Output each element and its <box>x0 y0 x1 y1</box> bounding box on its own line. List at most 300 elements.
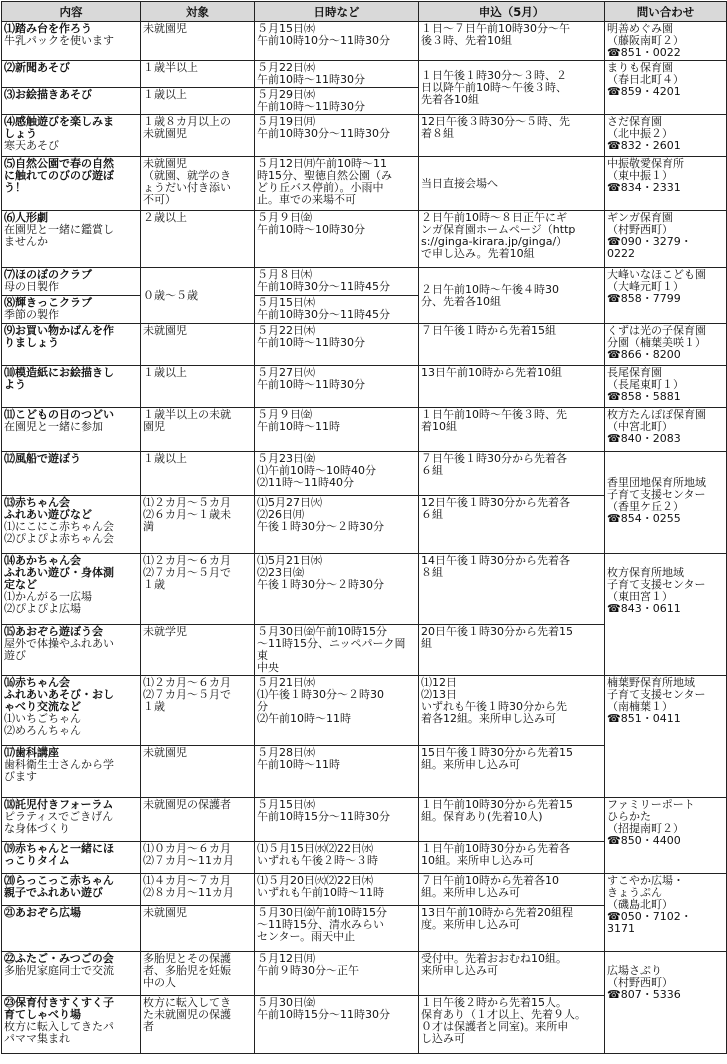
header-contact: 問い合わせ <box>605 2 727 22</box>
event-title: ⒃赤ちゃん会 <box>4 676 70 689</box>
event-subtitle: 母の日製作 <box>4 280 59 293</box>
event-title: ㉑あおぞら広場 <box>4 906 81 919</box>
table-row <box>2 452 727 496</box>
target-cell <box>141 61 255 88</box>
contact-cell <box>605 22 727 61</box>
target-cell <box>141 842 255 874</box>
contact-line: 0222 <box>607 247 635 260</box>
table-row <box>2 366 727 408</box>
apply-cell <box>419 211 605 268</box>
target-line: 者 <box>143 1020 154 1033</box>
datetime-line: ５月21日㈬ <box>257 676 315 689</box>
datetime-line: ５月22日㈬ <box>257 61 315 74</box>
header-datetime: 日時など <box>255 2 419 22</box>
target-line: １歳 <box>143 578 165 591</box>
apply-cell <box>419 952 605 996</box>
target-line: 不可） <box>143 193 176 206</box>
datetime-line: ５月15日㈭ <box>257 296 315 309</box>
apply-line: １日午後２時から先着15人。 <box>421 996 567 1009</box>
datetime-line: 午後１時30分～２時30分 <box>257 520 384 533</box>
target-cell <box>141 496 255 554</box>
contact-line <box>607 453 724 465</box>
apply-cell <box>419 798 605 842</box>
contact-line: ひらかた <box>607 810 651 823</box>
event-title: 定など <box>4 578 37 591</box>
apply-line: １日～７日午前10時30分～午 <box>421 22 570 35</box>
event-title: ⑽模造紙にお絵描きし <box>4 366 114 379</box>
datetime-line: 午前10時10分～11時30分 <box>257 34 390 47</box>
target-line: ⑴２カ月～６カ月 <box>143 554 231 567</box>
target-line: 多胎児とその保護 <box>143 952 231 965</box>
apply-line: ⑴12日 <box>421 676 457 689</box>
apply-line: で申し込み。先着10組 <box>421 247 535 260</box>
datetime-cell <box>255 115 419 157</box>
target-line: １歳半以上の未就 <box>143 408 231 421</box>
datetime-line: 午前10時～11時30分 <box>257 336 365 349</box>
datetime-cell <box>255 211 419 268</box>
contact-line: （招提南町２） <box>607 822 684 835</box>
contact-line: ☎866・8200 <box>607 348 681 361</box>
apply-line: １日午前10時30分から先着15 <box>421 798 573 811</box>
target-line: 未就園児 <box>143 324 187 337</box>
event-content-cell <box>2 496 141 554</box>
event-title: 育てしゃべり場 <box>4 1008 81 1021</box>
datetime-line: ５月29日㈬ <box>257 88 315 101</box>
datetime-cell <box>255 88 419 115</box>
datetime-cell <box>255 996 419 1054</box>
apply-line: ２日午前10時～８日正午にギ <box>421 211 567 224</box>
contact-cell <box>605 952 727 1054</box>
target-line: 未就園児 <box>143 906 187 919</box>
contact-line: ☎858・5881 <box>607 390 681 403</box>
apply-line: １日午後１時30分～３時、２ <box>421 68 567 82</box>
contact-line: ☎807・5336 <box>607 988 681 1001</box>
contact-line: 楠葉野保育所地域 <box>607 676 695 689</box>
table-row <box>2 874 727 906</box>
event-subtitle: ませんか <box>4 235 48 248</box>
apply-line: 組。保育あり(先着10人) <box>421 810 543 823</box>
apply-cell <box>419 366 605 408</box>
contact-line: （村野西町） <box>607 223 673 236</box>
target-line: １歳以上 <box>143 88 187 101</box>
contact-line: （南楠葉１） <box>607 700 673 713</box>
event-subtitle: 歯科衛生士さんから学 <box>4 758 114 771</box>
event-title: ⑴踏み台を作ろう <box>4 22 92 35</box>
event-subtitle: ⑴にこにこ赤ちゃん会 <box>4 520 114 533</box>
target-line: ２歳以上 <box>143 211 187 224</box>
contact-cell <box>605 408 727 452</box>
table-row <box>2 324 727 366</box>
datetime-line: 午前10時～11時 <box>257 420 340 433</box>
apply-line: ７日午後１時30分から先着各 <box>421 452 567 465</box>
event-content-cell <box>2 61 141 88</box>
event-title: ⑻輝きっこクラブ <box>4 296 92 309</box>
contact-line: （磯島北町） <box>607 898 673 911</box>
event-title: 親子でふれあい遊び <box>4 886 103 899</box>
contact-line: ☎851・0411 <box>607 712 681 725</box>
datetime-cell <box>255 906 419 952</box>
event-content-cell <box>2 625 141 676</box>
datetime-line: 分 <box>257 700 268 713</box>
apply-line: 10組。来所申し込み可 <box>421 854 534 867</box>
datetime-line: 午前10時～11時30分 <box>257 73 365 86</box>
event-title: ⑾こどもの日のつどい <box>4 408 114 421</box>
datetime-line: 午前10時30分～11時45分 <box>257 308 390 321</box>
event-title: ㉒ふたご・みつごの会 <box>4 952 114 965</box>
event-title: ⑵新聞あそび <box>4 61 70 74</box>
contact-line: ☎858・7799 <box>607 292 681 305</box>
datetime-line: 午前10時30分～11時45分 <box>257 280 390 293</box>
datetime-line: ５月12日㈪午前10時～11 <box>257 157 387 170</box>
contact-line: ☎851・0022 <box>607 46 681 59</box>
event-subtitle: 在園児と一緒に鑑賞し <box>4 223 114 236</box>
table-row <box>2 676 727 746</box>
apply-line: ７日午前10時から先着各10 <box>421 874 559 887</box>
event-title: ⒅託児付きフォーラム <box>4 798 114 811</box>
target-cell <box>141 157 255 211</box>
target-line: ⑵８カ月～11カ月 <box>143 886 234 899</box>
target-cell <box>141 268 255 324</box>
datetime-cell <box>255 268 419 296</box>
event-title: ⑹人形劇 <box>4 211 48 224</box>
apply-cell <box>419 22 605 61</box>
target-line: １歳８カ月以上の <box>143 115 231 128</box>
target-line: 中の人 <box>143 976 176 989</box>
datetime-line: ～11時15分、清水みらい <box>257 918 384 931</box>
contact-cell <box>605 268 727 324</box>
datetime-line: センター。雨天中止 <box>257 930 356 943</box>
datetime-cell <box>255 874 419 906</box>
apply-cell <box>419 157 605 211</box>
datetime-line: ⑵23日㈮ <box>257 566 304 579</box>
contact-cell <box>605 676 727 798</box>
datetime-cell <box>255 842 419 874</box>
apply-cell <box>419 996 605 1054</box>
contact-line: 枚方保育所地域 <box>607 566 684 579</box>
target-line: 未就園児 <box>143 127 187 140</box>
datetime-line: ⑵午前10時～11時 <box>257 712 351 725</box>
event-subtitle: 寒天あそび <box>4 139 59 152</box>
event-subtitle: ⑵ぴよぴよ広場 <box>4 602 81 615</box>
apply-cell <box>419 746 605 798</box>
event-title: ふれあいあそび・おし <box>4 688 114 701</box>
event-content-cell <box>2 676 141 746</box>
datetime-line: ５月15日㈬ <box>257 798 315 811</box>
datetime-line: ５月15日㈬ <box>257 22 315 35</box>
contact-line: ファミリーポート <box>607 798 695 811</box>
datetime-cell <box>255 408 419 452</box>
target-line: 未就園児 <box>143 22 187 35</box>
target-line: １歳 <box>143 700 165 713</box>
target-cell <box>141 211 255 268</box>
datetime-line: 午前10時30分～11時30分 <box>257 127 390 140</box>
datetime-line: ⑴午後１時30分～２時30 <box>257 688 384 701</box>
target-line: 満 <box>143 520 154 533</box>
apply-line: 組。来所申し込み可 <box>421 886 520 899</box>
target-line: （就園、就学のき <box>143 169 231 182</box>
event-subtitle: 多胎児家庭同士で交流 <box>4 964 114 977</box>
datetime-cell <box>255 554 419 625</box>
event-title: ふれあい遊び・身体測 <box>4 566 114 579</box>
apply-cell <box>419 408 605 452</box>
event-title: ⒀赤ちゃん会 <box>4 496 70 509</box>
apply-cell <box>419 268 605 324</box>
contact-cell <box>605 157 727 211</box>
datetime-line: ５月12日㈪ <box>257 952 315 965</box>
datetime-line: ⑵26日㈪ <box>257 508 304 521</box>
datetime-line: ⑴５月15日㈬⑵22日㈬ <box>257 842 373 855</box>
target-cell <box>141 952 255 996</box>
target-line: ⑴４カ月～７カ月 <box>143 874 231 887</box>
table-row <box>2 268 727 296</box>
apply-line: 日以降午前10時～午後３時、 <box>421 80 567 94</box>
contact-cell <box>605 115 727 157</box>
apply-cell <box>419 842 605 874</box>
contact-line: ☎854・0255 <box>607 512 681 525</box>
event-content-cell <box>2 115 141 157</box>
contact-cell <box>605 798 727 874</box>
apply-line: s://ginga-kirara.jp/ginga/） <box>421 235 568 248</box>
contact-line: （藤阪南町２） <box>607 34 684 47</box>
datetime-cell <box>255 366 419 408</box>
apply-line: ７日午後１時から先着15組 <box>421 324 556 337</box>
target-cell <box>141 408 255 452</box>
contact-cell <box>605 874 727 952</box>
table-row <box>2 952 727 996</box>
table-row <box>2 554 727 625</box>
datetime-line: 午後１時30分～２時30分 <box>257 578 384 591</box>
event-content-cell <box>2 746 141 798</box>
event-title: ゃべり交流など <box>4 700 81 713</box>
table-row <box>2 798 727 842</box>
apply-line: 20日午後１時30分から先着15 <box>421 625 573 638</box>
contact-line: ☎050・7102・ <box>607 910 692 923</box>
target-line: 未就園児の保護者 <box>143 798 231 811</box>
datetime-line: ５月30日㈮ <box>257 996 315 1009</box>
table-row <box>2 211 727 268</box>
target-line: 未就学児 <box>143 625 187 638</box>
target-cell <box>141 625 255 676</box>
apply-line: ンガ保育園ホームページ（http <box>421 223 576 236</box>
datetime-line: ５月９日㈮ <box>257 408 312 421</box>
datetime-cell <box>255 22 419 61</box>
apply-line: し込み可 <box>421 1032 465 1045</box>
event-title: ⒇らっこっこ赤ちゃん <box>4 874 114 887</box>
schedule-table <box>1 1 727 1054</box>
target-line: 者、多胎児を妊娠 <box>143 964 231 977</box>
datetime-line: ⑴5月27日㈫ <box>257 496 322 509</box>
target-line: ⑵７カ月～11カ月 <box>143 854 234 867</box>
apply-line: いずれも午後１時30分から先 <box>421 700 567 713</box>
event-content-cell <box>2 408 141 452</box>
contact-cell <box>605 452 727 554</box>
event-title: ⒂あおぞら遊ぼう会 <box>4 625 103 638</box>
datetime-cell <box>255 746 419 798</box>
target-cell <box>141 115 255 157</box>
target-cell <box>141 676 255 746</box>
apply-cell <box>419 496 605 554</box>
datetime-cell <box>255 496 419 554</box>
target-line: ⑴２カ月～５カ月 <box>143 496 231 509</box>
contact-line: ギンガ保育園 <box>607 211 673 224</box>
event-title: ⒆赤ちゃんと一緒にほ <box>4 842 114 855</box>
datetime-line: ５月19日㈪ <box>257 115 315 128</box>
event-content-cell <box>2 906 141 952</box>
event-subtitle: 枚方に転入してきたパ <box>4 1020 114 1033</box>
datetime-line: 午前10時～10時30分 <box>257 223 365 236</box>
event-content-cell <box>2 952 141 996</box>
event-title: に触れてのびのび遊ぼ <box>4 169 114 182</box>
apply-line: 13日午前10時から先着10組 <box>421 366 562 379</box>
contact-line: 広場さぷり <box>607 964 662 977</box>
apply-line: 後３時、先着10組 <box>421 34 512 47</box>
event-content-cell <box>2 296 141 324</box>
apply-line: 着10組 <box>421 420 457 433</box>
target-line: 未就園児 <box>143 746 187 759</box>
target-line: ⑵６カ月～１歳未 <box>143 508 231 521</box>
event-subtitle: 屋外で体操やふれあい <box>4 637 114 650</box>
contact-line: （春日北町４） <box>607 73 684 86</box>
apply-cell <box>419 324 605 366</box>
event-content-cell <box>2 22 141 61</box>
contact-line: （中宮北町） <box>607 420 673 433</box>
datetime-line: いずれも午前10時～11時 <box>257 886 384 899</box>
table-row <box>2 157 727 211</box>
contact-line: 明善めぐみ園 <box>607 22 673 35</box>
event-subtitle: ⑴いちごちゃん <box>4 712 81 725</box>
target-line: １歳半以上 <box>143 61 198 74</box>
apply-line: ０才は保護者と同室)。来所申 <box>421 1020 569 1033</box>
contact-line: 長尾保育園 <box>607 366 662 379</box>
contact-line: 子育て支援センター <box>607 488 706 501</box>
contact-cell <box>605 211 727 268</box>
header-row <box>2 2 727 22</box>
target-cell <box>141 452 255 496</box>
contact-line: （北中振２） <box>607 127 673 140</box>
event-subtitle: パママ集まれ <box>4 1032 70 1045</box>
apply-line: 組 <box>421 637 432 650</box>
contact-line: 3171 <box>607 922 635 935</box>
apply-line: 先着各10組 <box>421 92 479 106</box>
apply-line: 分、先着各10組 <box>421 294 501 308</box>
apply-cell <box>419 115 605 157</box>
datetime-line: 止。車での来場不可 <box>257 193 356 206</box>
contact-cell <box>605 366 727 408</box>
contact-line: きょうぷん <box>607 886 662 899</box>
table-row <box>2 115 727 157</box>
apply-line: ２日午前10時～午後４時30 <box>421 282 559 296</box>
target-line: た未就園児の保護 <box>143 1008 231 1021</box>
contact-line: ☎090・3279・ <box>607 235 692 248</box>
event-title: ⑼お買い物かばんを作 <box>4 324 114 337</box>
apply-line: １日午前10時～午後３時、先 <box>421 408 567 421</box>
contact-cell <box>605 324 727 366</box>
target-cell <box>141 874 255 906</box>
target-cell <box>141 324 255 366</box>
target-line: ⑴２カ月～６カ月 <box>143 676 231 689</box>
datetime-line: 午前10時～11時30分 <box>257 378 365 391</box>
apply-cell <box>419 554 605 625</box>
apply-line: 当日直接会場へ <box>421 176 498 190</box>
target-line: 園児 <box>143 420 165 433</box>
target-line: ょうだい付き添い <box>143 181 231 194</box>
table-row <box>2 22 727 61</box>
event-subtitle: 遊び <box>4 649 26 662</box>
datetime-line: 午前９時30分～正午 <box>257 964 359 977</box>
event-title: ⑸自然公園で春の自然 <box>4 157 114 170</box>
apply-line: 13日午前10時から先着20組程 <box>421 906 573 919</box>
event-content-cell <box>2 798 141 842</box>
event-content-cell <box>2 268 141 296</box>
apply-cell <box>419 61 605 115</box>
contact-line: くずは光の子保育園 <box>607 324 706 337</box>
apply-line: 度。来所申し込み可 <box>421 918 520 931</box>
apply-line: 着各12組。来所申し込み可 <box>421 712 556 725</box>
contact-line: 香里団地保育所地域 <box>607 476 706 489</box>
event-subtitle: 在園児と一緒に参加 <box>4 420 103 433</box>
datetime-line: ５月９日㈮ <box>257 211 312 224</box>
contact-line: （村野西町） <box>607 976 673 989</box>
datetime-line: どり丘バス停前）。小雨中 <box>257 181 384 194</box>
event-title: ⒁あかちゃん会 <box>4 554 81 567</box>
contact-line: 中振敬愛保育所 <box>607 157 684 170</box>
event-subtitle: ⑵めろんちゃん <box>4 724 81 737</box>
event-title: ⑶お絵描きあそび <box>4 88 92 101</box>
event-content-cell <box>2 324 141 366</box>
target-cell <box>141 906 255 952</box>
contact-cell <box>605 61 727 115</box>
datetime-line: ５月30日㈮午前10時15分 <box>257 625 387 638</box>
schedule-body <box>2 22 727 1054</box>
target-cell <box>141 88 255 115</box>
event-content-cell <box>2 842 141 874</box>
contact-line: （香里ケ丘２） <box>607 500 684 513</box>
contact-line: （長尾東町１） <box>607 378 684 391</box>
apply-cell <box>419 906 605 952</box>
apply-line: ⑵13日 <box>421 688 457 701</box>
contact-cell <box>605 554 727 676</box>
datetime-line: ⑴5月21日㈬ <box>257 554 322 567</box>
datetime-line: ⑵11時～11時40分 <box>257 476 354 489</box>
target-line: ⑴０カ月～６カ月 <box>143 842 231 855</box>
event-subtitle: ⑵ぴよぴよ赤ちゃん会 <box>4 532 114 545</box>
table-row <box>2 61 727 88</box>
event-subtitle: 季節の製作 <box>4 308 59 321</box>
datetime-line: ５月22日㈭ <box>257 324 315 337</box>
header-target: 対象 <box>141 2 255 22</box>
datetime-line: 午前10時15分～11時30分 <box>257 1008 390 1021</box>
header-content: 内容 <box>2 2 141 22</box>
contact-line: 枚方たんぽぽ保育園 <box>607 408 706 421</box>
contact-line: 分園（楠葉美咲１） <box>607 336 706 349</box>
apply-line: 12日午後３時30分～５時、先 <box>421 115 570 128</box>
target-line: ０歳～５歳 <box>143 288 198 302</box>
event-content-cell <box>2 996 141 1054</box>
contact-line: ☎843・0611 <box>607 602 681 615</box>
target-cell <box>141 996 255 1054</box>
datetime-line: いずれも午後２時～３時 <box>257 854 378 867</box>
table-row <box>2 408 727 452</box>
event-subtitle: ⑴かんがる一広場 <box>4 590 92 603</box>
apply-line: ６組 <box>421 464 443 477</box>
event-content-cell <box>2 366 141 408</box>
apply-line: 12日午後１時30分から先着各 <box>421 496 570 509</box>
datetime-line: ⑴午前10時～10時40分 <box>257 464 376 477</box>
apply-cell <box>419 874 605 906</box>
target-line: １歳以上 <box>143 452 187 465</box>
apply-line: ８組 <box>421 566 443 579</box>
datetime-line: 午前10時～11時30分 <box>257 100 365 113</box>
